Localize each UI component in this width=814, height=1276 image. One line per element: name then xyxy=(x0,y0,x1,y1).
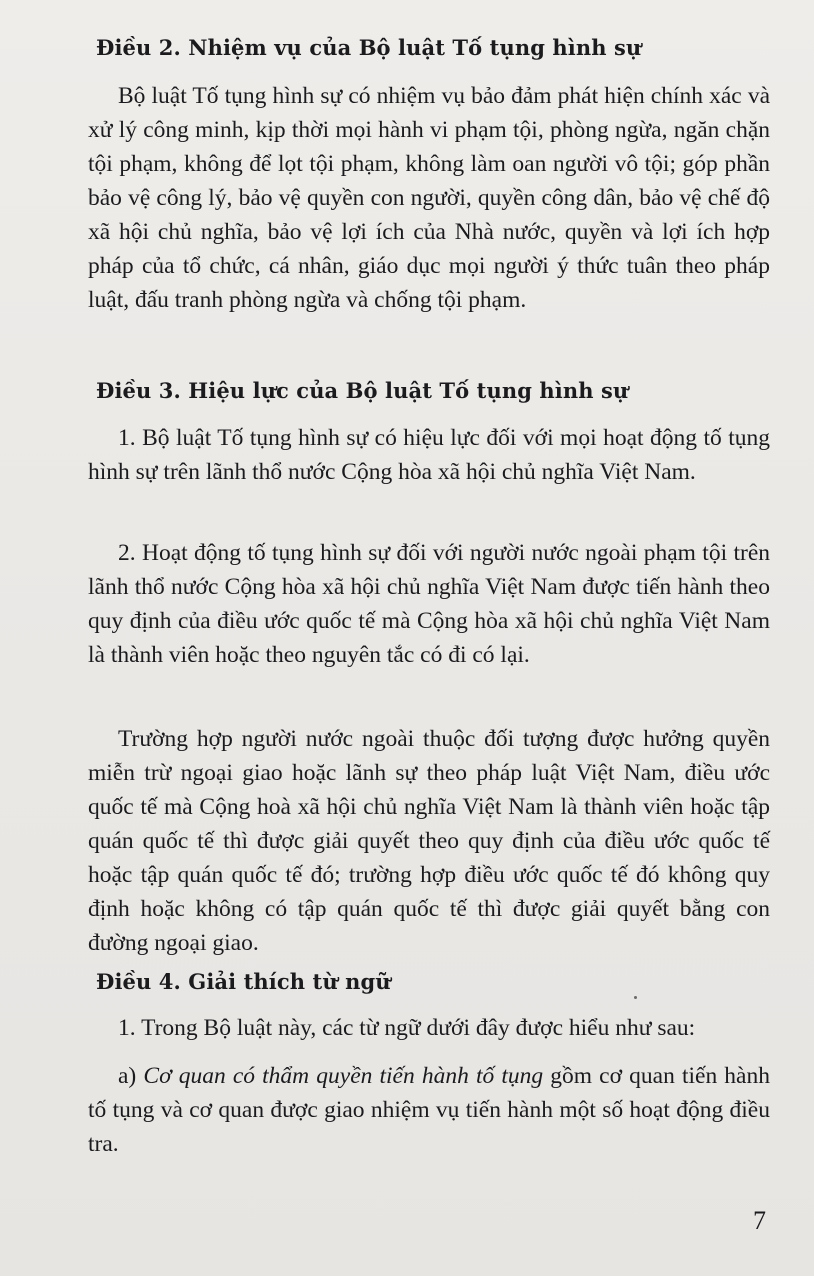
article-3-clause-2: 2. Hoạt động tố tụng hình sự đối với người nước ngoài phạm tội trên lãnh thổ nước Cộng hòa xã hội chủ nghĩa Việt Nam được tiến hành theo quy định của điều ước quốc tế mà Cộng hòa xã hội chủ nghĩa Việt Nam là thành viên hoặc theo nguyên tắc có đi có lại. xyxy=(88,540,770,668)
point-a-term: Cơ quan có thẩm quyền tiến hành tố tụng xyxy=(143,1063,544,1089)
paper-speck xyxy=(634,996,637,999)
article-2-heading: Điều 2. Nhiệm vụ của Bộ luật Tố tụng hình sự xyxy=(96,35,642,60)
page-number: 7 xyxy=(753,1206,766,1235)
point-a-definition: gồm cơ quan tiến hành tố tụng và cơ quan được giao nhiệm vụ tiến hành một số hoạt động điều tra. xyxy=(88,1063,770,1157)
article-4-point-a xyxy=(88,1059,770,1161)
article-4-clause-1: 1. Trong Bộ luật này, các từ ngữ dưới đây được hiểu như sau: xyxy=(118,1015,696,1041)
article-3-clause-1: 1. Bộ luật Tố tụng hình sự có hiệu lực đối với mọi hoạt động tố tụng hình sự trên lãnh thổ nước Cộng hòa xã hội chủ nghĩa Việt Nam. xyxy=(88,425,770,485)
article-4-heading: Điều 4. Giải thích từ ngữ xyxy=(96,969,391,994)
article-2-text: Bộ luật Tố tụng hình sự có nhiệm vụ bảo đảm phát hiện chính xác và xử lý công minh, kịp thời mọi hành vi phạm tội, phòng ngừa, ngăn chặn tội phạm, không để lọt tội phạm, không làm oan người vô tội; góp phần bảo vệ công lý, bảo vệ quyền con người, quyền công dân, bảo vệ chế độ xã hội chủ nghĩa, bảo vệ lợi ích của Nhà nước, quyền và lợi ích hợp pháp của tổ chức, cá nhân, giáo dục mọi người ý thức tuân theo pháp luật, đấu tranh phòng ngừa và chống tội phạm. xyxy=(88,83,770,313)
article-3-clause-2-continued: Trường hợp người nước ngoài thuộc đối tượng được hưởng quyền miễn trừ ngoại giao hoặc lãnh sự theo pháp luật Việt Nam, điều ước quốc tế mà Cộng hoà xã hội chủ nghĩa Việt Nam là thành viên hoặc tập quán quốc tế thì được giải quyết theo quy định của điều ước quốc tế hoặc tập quán quốc tế đó; trường hợp điều ước quốc tế đó không quy định hoặc không có tập quán quốc tế thì được giải quyết bằng con đường ngoại giao. xyxy=(88,726,770,956)
article-3-heading: Điều 3. Hiệu lực của Bộ luật Tố tụng hình sự xyxy=(96,378,629,403)
point-a-prefix: a) xyxy=(118,1063,144,1089)
